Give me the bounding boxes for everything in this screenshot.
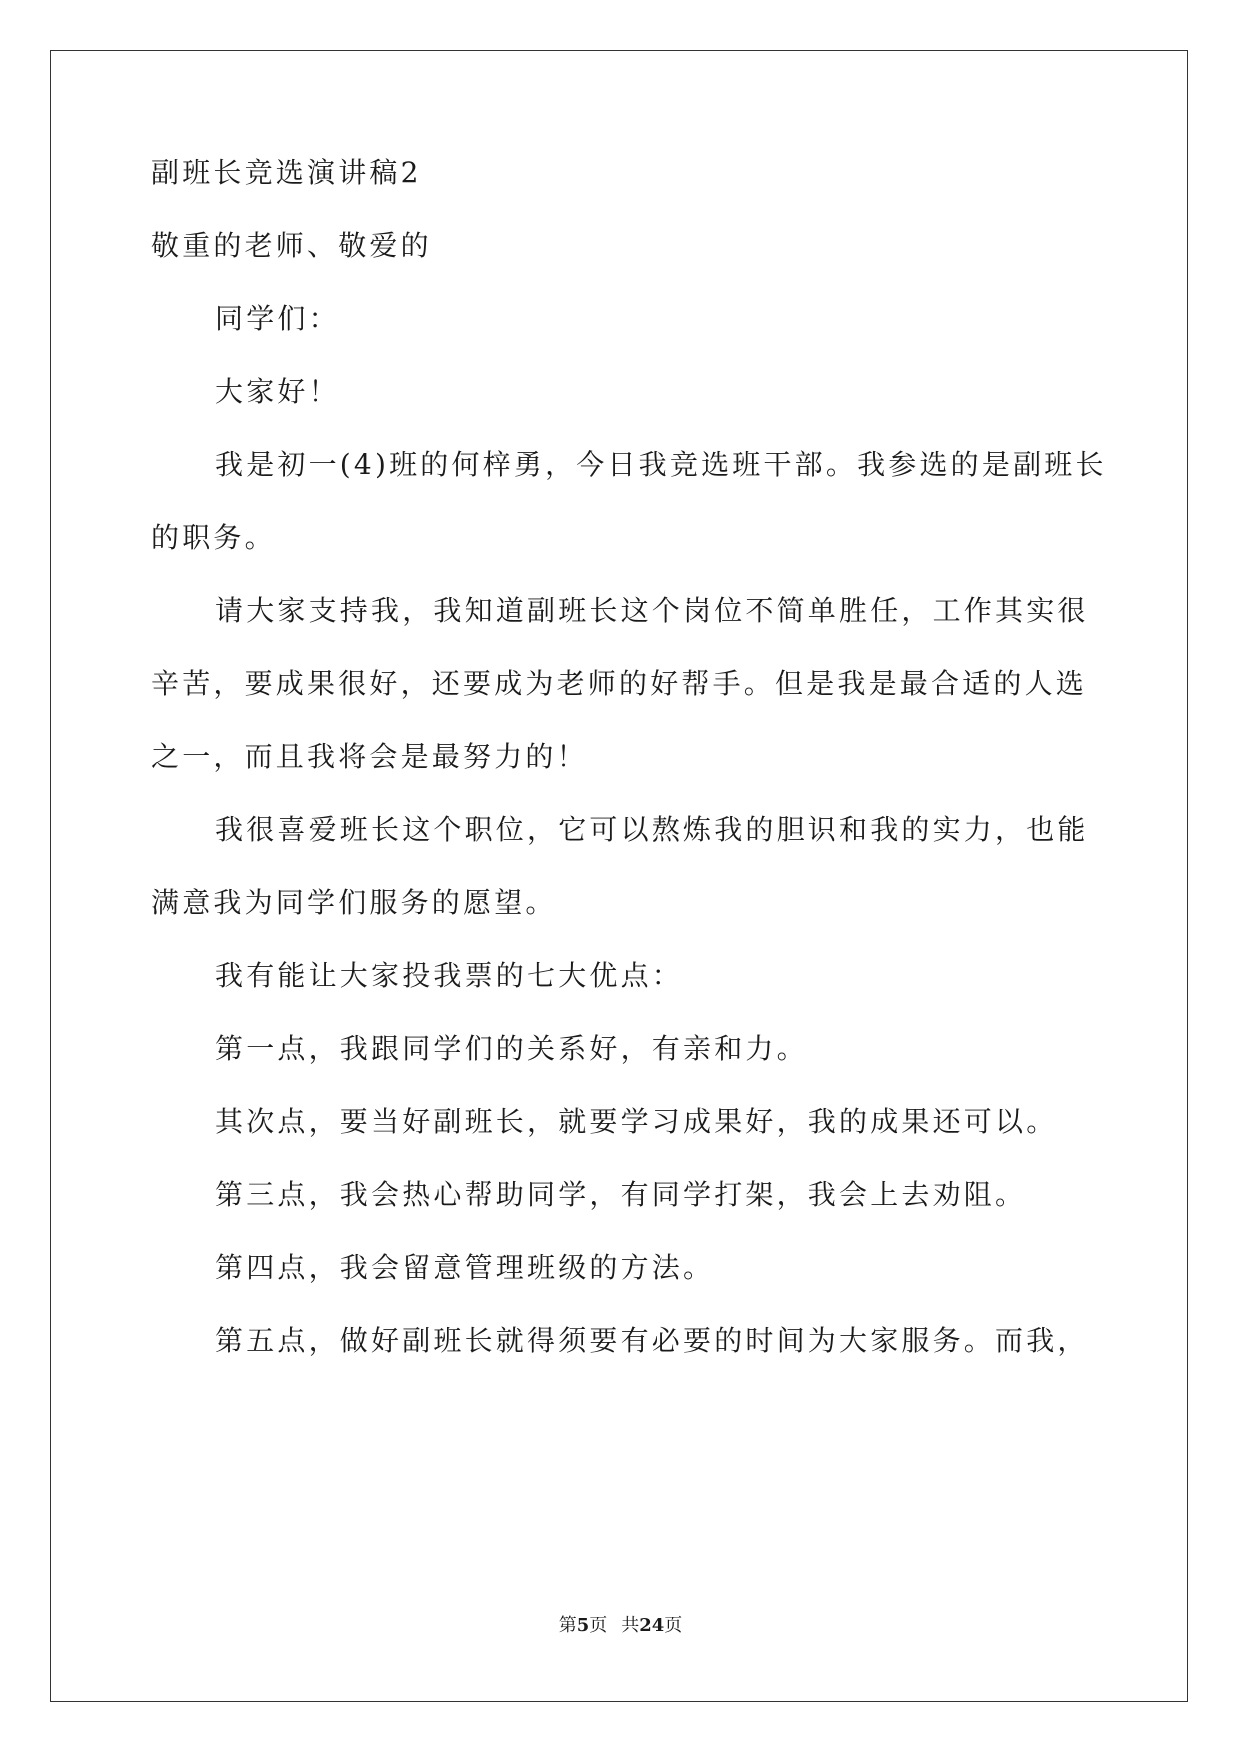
total-pages: 24 (639, 1615, 665, 1636)
total-suffix: 页 (664, 1615, 683, 1636)
page-number: 5 (576, 1615, 590, 1636)
page-frame (50, 50, 1188, 1702)
paragraph-line: 我很喜爱班长这个职位，它可以熬炼我的胆识和我的实力，也能 (215, 813, 1089, 846)
salutation-line: 敬重的老师、敬爱的 (151, 229, 432, 262)
paragraph-line: 之一，而且我将会是最努力的！ (151, 740, 588, 773)
paragraph-line: 我是初一(4)班的何梓勇，今日我竞选班干部。我参选的是副班长 (215, 448, 1107, 481)
list-item: 第五点，做好副班长就得须要有必要的时间为大家服务。而我， (215, 1324, 1089, 1357)
greeting: 大家好！ (215, 375, 340, 408)
list-item: 第三点，我会热心帮助同学，有同学打架，我会上去劝阻。 (215, 1178, 1027, 1211)
paragraph-line: 满意我为同学们服务的愿望。 (151, 886, 557, 919)
salutation-continued: 同学们： (215, 302, 340, 335)
page-prefix: 第 (558, 1615, 577, 1636)
page-suffix: 页 (589, 1615, 608, 1636)
total-prefix: 共 (621, 1615, 640, 1636)
paragraph-line: 的职务。 (151, 521, 276, 554)
list-item: 其次点，要当好副班长，就要学习成果好，我的成果还可以。 (215, 1105, 1058, 1138)
paragraph-line: 我有能让大家投我票的七大优点： (215, 959, 684, 992)
list-item: 第一点，我跟同学们的关系好，有亲和力。 (215, 1032, 808, 1065)
list-item: 第四点，我会留意管理班级的方法。 (215, 1251, 715, 1284)
paragraph-line: 请大家支持我，我知道副班长这个岗位不简单胜任，工作其实很 (215, 594, 1089, 627)
page-footer (0, 1614, 1241, 1638)
paragraph-line: 辛苦，要成果很好，还要成为老师的好帮手。但是我是最合适的人选 (151, 667, 1088, 700)
document-title: 副班长竞选演讲稿2 (151, 156, 422, 189)
